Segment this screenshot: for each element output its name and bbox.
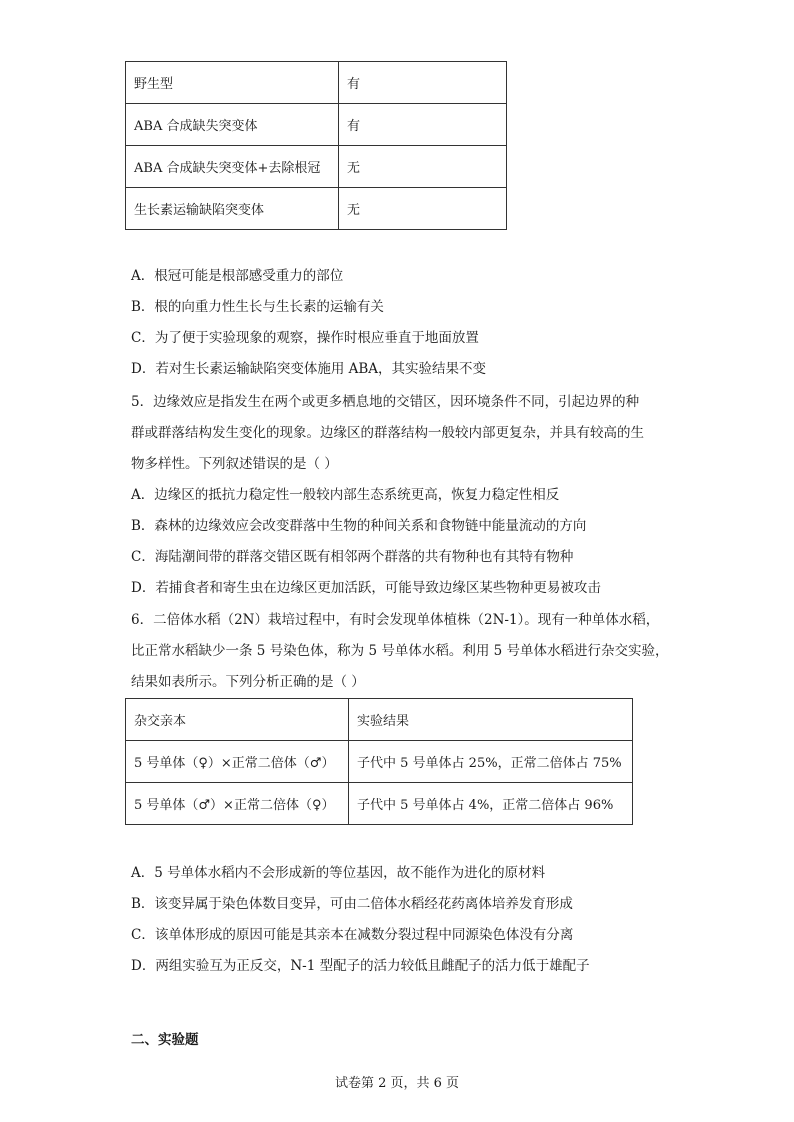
table-cell: 无: [339, 146, 507, 188]
table-cell: ABA 合成缺失突变体+去除根冠: [126, 146, 339, 188]
table-cell: ABA 合成缺失突变体: [126, 104, 339, 146]
q4-option-d: D．若对生长素运输缺陷突变体施用 ABA，其实验结果不变: [131, 361, 487, 377]
q5-option-c: C．海陆潮间带的群落交错区既有相邻两个群落的共有物种也有其特有物种: [131, 549, 574, 565]
q6-stem-line: 比正常水稻缺少一条 5 号染色体，称为 5 号单体水稻。利用 5 号单体水稻进行杂交实验，: [131, 643, 669, 659]
section-heading: 二、实验题: [131, 1032, 199, 1048]
table-row: [126, 62, 507, 104]
q6-option-b: B．该变异属于染色体数目变异，可由二倍体水稻经花药离体培养发育形成: [131, 896, 573, 912]
q6-option-a: A．5 号单体水稻内不会形成新的等位基因，故不能作为进化的原材料: [131, 865, 546, 881]
table-row: [126, 104, 507, 146]
table-gravity-results: [125, 61, 507, 230]
column-header: 杂交亲本: [126, 699, 349, 741]
q4-option-b: B．根的向重力性生长与生长素的运输有关: [131, 299, 384, 315]
table-cell: 子代中 5 号单体占 25%，正常二倍体占 75%: [349, 741, 633, 783]
table-row: [126, 146, 507, 188]
table-cell: 无: [339, 188, 507, 230]
q5-stem-line: 物多样性。下列叙述错误的是（ ）: [131, 456, 338, 472]
table-header-row: [126, 699, 633, 741]
page-footer: 试卷第 2 页，共 6 页: [334, 1076, 460, 1091]
q6-stem-line: 6．二倍体水稻（2N）栽培过程中，有时会发现单体植株（2N-1）。现有一种单体水稻，: [131, 612, 660, 628]
q5-option-a: A．边缘区的抵抗力稳定性一般较内部生态系统更高，恢复力稳定性相反: [131, 487, 560, 503]
table-row: [126, 741, 633, 783]
table-cell: 野生型: [126, 62, 339, 104]
q6-stem-line: 结果如表所示。下列分析正确的是（ ）: [131, 674, 365, 690]
table-cell: 生长素运输缺陷突变体: [126, 188, 339, 230]
q6-option-c: C．该单体形成的原因可能是其亲本在减数分裂过程中同源染色体没有分离: [131, 927, 574, 943]
table-row: [126, 188, 507, 230]
table-cell: 有: [339, 62, 507, 104]
q4-option-a: A．根冠可能是根部感受重力的部位: [131, 268, 344, 284]
q5-stem-line: 5．边缘效应是指发生在两个或更多栖息地的交错区，因环境条件不同，引起边界的种: [131, 394, 640, 410]
table-cell: 5 号单体（♂）×正常二倍体（♀）: [126, 783, 349, 825]
table-cross-results: [125, 698, 633, 825]
column-header: 实验结果: [349, 699, 633, 741]
table-cell: 有: [339, 104, 507, 146]
q5-option-d: D．若捕食者和寄生虫在边缘区更加活跃，可能导致边缘区某些物种更易被攻击: [131, 580, 601, 596]
q5-option-b: B．森林的边缘效应会改变群落中生物的种间关系和食物链中能量流动的方向: [131, 518, 587, 534]
q5-stem-line: 群或群落结构发生变化的现象。边缘区的群落结构一般较内部更复杂，并具有较高的生: [131, 425, 644, 441]
table-cell: 5 号单体（♀）×正常二倍体（♂）: [126, 741, 349, 783]
q6-option-d: D．两组实验互为正反交，N-1 型配子的活力较低且雌配子的活力低于雄配子: [131, 958, 590, 974]
table-cell: 子代中 5 号单体占 4%，正常二倍体占 96%: [349, 783, 633, 825]
table-row: [126, 783, 633, 825]
q4-option-c: C．为了便于实验现象的观察，操作时根应垂直于地面放置: [131, 330, 479, 346]
